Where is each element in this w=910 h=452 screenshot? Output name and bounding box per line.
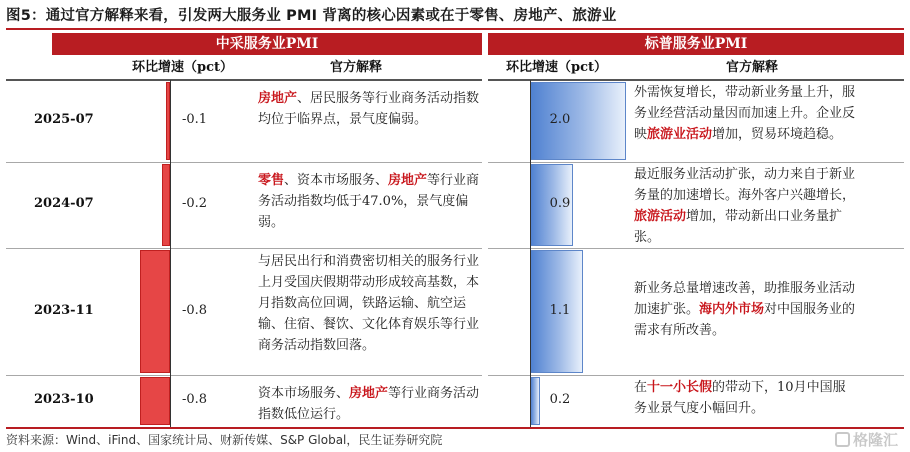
figure-title: 图5：通过官方解释来看，引发两大服务业 PMI 背离的核心因素或在于零售、房地产、旅游业	[6, 8, 617, 24]
sp-change-value: 0.9	[549, 196, 571, 211]
highlighted-term: 房地产	[388, 173, 428, 188]
col-header-caixin-change: 环比增速（pct）	[132, 60, 234, 75]
text-run: 在	[634, 380, 648, 395]
text-run: 等行业商务活动指数均低于47.0%，景气度偏弱。	[258, 173, 480, 230]
highlighted-term: 零售	[258, 173, 285, 188]
caixin-change-value: -0.1	[182, 112, 208, 127]
text-run: 最近服务业活动扩张，动力来自于新业务量的加速增长。海外客户兴趣增长，	[634, 167, 856, 203]
col-header-sp-explain: 官方解释	[726, 60, 779, 75]
sp-explanation	[634, 82, 856, 145]
sp-explanation	[634, 377, 856, 419]
highlighted-term: 十一小长假	[647, 380, 713, 395]
sp-change-value: 0.2	[549, 392, 571, 407]
sp-explanation	[634, 164, 856, 248]
watermark	[835, 429, 898, 450]
text-run: 外需恢复增长，带动新业务量上升，服务业经营活动量因而加速上升。企业反映	[634, 85, 856, 142]
row-date: 2023-11	[34, 302, 94, 318]
text-run: 与居民出行和消费密切相关的服务行业上月受国庆假期带动形成较高基数，本月指数高位回调，铁路运输、航空运输、住宿、餐饮、文化体育娱乐等行业商务活动指数回落。	[258, 254, 480, 353]
row-date: 2024-07	[34, 196, 94, 211]
caixin-bar	[140, 377, 170, 425]
caixin-bar	[162, 164, 170, 246]
row-divider-right	[488, 248, 904, 249]
text-run: 资本市场服务、	[258, 386, 350, 401]
row-divider-right	[488, 375, 904, 376]
sp-change-value: 2.0	[549, 112, 571, 127]
text-run: 新业务总量增速改善，助推服务业活动加速扩张。	[634, 281, 856, 317]
caixin-zero-axis	[170, 80, 171, 427]
watermark-logo-icon	[835, 432, 850, 447]
caixin-change-value: -0.8	[182, 392, 208, 407]
caixin-bar	[140, 250, 170, 373]
text-run: 、资本市场服务、	[284, 173, 389, 188]
row-divider-left	[6, 248, 482, 249]
text-run: 等行业商务活动指数低位运行。	[258, 386, 480, 422]
bottom-rule	[6, 427, 904, 429]
text-run: 的带动下，10月中国服务业景气度小幅回升。	[634, 380, 846, 416]
row-divider-left	[6, 375, 482, 376]
sp-change-value: 1.1	[549, 302, 571, 318]
row-date: 2023-10	[34, 392, 94, 407]
header-rule-left	[6, 79, 482, 81]
highlighted-term: 旅游业活动	[647, 127, 713, 142]
top-rule	[6, 28, 904, 30]
section-header-sp: 标普服务业PMI	[488, 33, 904, 55]
caixin-explanation	[258, 251, 480, 356]
row-date: 2025-07	[34, 112, 94, 127]
highlighted-term: 房地产	[258, 91, 298, 106]
highlighted-term: 房地产	[349, 386, 389, 401]
caixin-explanation	[258, 383, 480, 425]
header-rule-right	[488, 79, 904, 81]
sp-explanation	[634, 278, 856, 341]
text-run: 增加，贸易环境趋稳。	[712, 127, 843, 142]
text-run: 增加，带动新出口业务量扩张。	[634, 209, 843, 245]
row-divider-left	[6, 162, 482, 163]
caixin-explanation	[258, 170, 480, 233]
caixin-explanation	[258, 88, 480, 130]
text-run: 对中国服务业的需求有所改善。	[634, 302, 856, 338]
watermark-text: 格隆汇	[852, 431, 898, 449]
row-divider-right	[488, 162, 904, 163]
text-run: 、居民服务等行业商务活动指数均位于临界点，景气度偏弱。	[258, 91, 480, 127]
col-header-sp-change: 环比增速（pct）	[506, 60, 608, 75]
section-header-caixin: 中采服务业PMI	[52, 33, 482, 55]
caixin-change-value: -0.8	[182, 302, 208, 318]
caixin-change-value: -0.2	[182, 196, 208, 211]
highlighted-term: 旅游活动	[634, 209, 687, 224]
sp-bar	[530, 377, 540, 425]
sp-zero-axis	[530, 80, 531, 427]
source-note: 资料来源：Wind、iFind、国家统计局、财新传媒、S&P Global，民生证券研究院	[6, 433, 443, 447]
col-header-caixin-explain: 官方解释	[330, 60, 383, 75]
highlighted-term: 海内外市场	[699, 302, 765, 317]
